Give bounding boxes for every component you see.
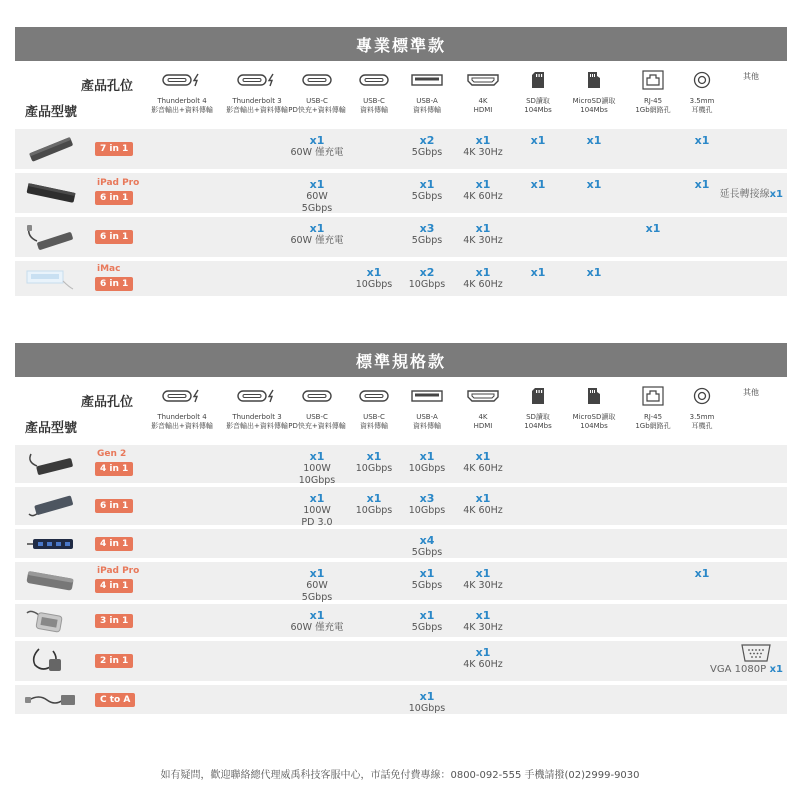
port-desc: 資料傳輸 [413, 422, 441, 430]
port-count: x4 [419, 534, 435, 547]
spec-cell-hdmi [438, 567, 528, 592]
spec-cell-hdmi [438, 450, 528, 475]
port-spec: 4K 60Hz [463, 191, 503, 202]
section-title: 標準規格款 [15, 343, 787, 377]
product-series: iMac [97, 264, 121, 274]
port-count: x1 [309, 178, 325, 191]
port-count: x1 [475, 222, 491, 235]
port-name: USB-C [363, 97, 385, 105]
port-spec: 5Gbps [411, 580, 443, 591]
port-count: x1 [309, 450, 325, 463]
product-image [23, 607, 79, 635]
spec-cell-rj45 [608, 222, 698, 235]
port-spec: 4K 60Hz [463, 463, 503, 474]
port-name: 3.5mm [689, 97, 715, 105]
product-series: iPad Pro [97, 178, 140, 188]
port-name: SD讀取 [526, 97, 550, 105]
port-name: 4K [478, 97, 488, 105]
product-tag: 4 in 1 [95, 579, 133, 593]
port-count: x1 [475, 646, 491, 659]
vga-port-icon [741, 644, 771, 666]
port-count: x1 [645, 222, 661, 235]
spec-cell-usbc_pd [272, 567, 362, 604]
standard-section [15, 343, 787, 714]
port-desc: 耳機孔 [691, 422, 713, 430]
port-count: x3 [419, 222, 435, 235]
port-spec: 100W [303, 505, 331, 516]
port-spec: 4K 30Hz [463, 580, 503, 591]
other-cell [720, 185, 783, 200]
product-row [15, 261, 787, 296]
port-spec: 4K 60Hz [463, 505, 503, 516]
product-tag: 6 in 1 [95, 191, 133, 205]
port-name: Thunderbolt 3 [232, 413, 282, 421]
port-name: RJ-45 [643, 413, 663, 421]
port-count: x1 [419, 450, 435, 463]
product-row [15, 685, 787, 714]
port-spec: 5Gbps [411, 147, 443, 158]
port-name: 4K [478, 413, 488, 421]
port-count: x1 [309, 567, 325, 580]
spec-cell-audio [657, 134, 747, 147]
port-count: x1 [309, 492, 325, 505]
port-column-audio [657, 69, 747, 115]
port-count: x1 [475, 567, 491, 580]
port-desc: PD快充+資料傳輸 [288, 106, 346, 114]
port-desc: 影音輸出+資料傳輸 [226, 106, 288, 114]
port-count: x1 [309, 609, 325, 622]
product-tag: 6 in 1 [95, 230, 133, 244]
product-tag: 2 in 1 [95, 654, 133, 668]
port-count: x1 [475, 609, 491, 622]
product-image [23, 492, 79, 520]
model-label: 產品型號 [25, 105, 78, 120]
port-spec: 60W 僅充電 [290, 622, 344, 633]
professional-section [15, 27, 787, 296]
port-desc: 104Mbs [524, 422, 552, 430]
port-count: x1 [419, 609, 435, 622]
port-name: SD讀取 [526, 413, 550, 421]
product-tag: 4 in 1 [95, 462, 133, 476]
product-row [15, 641, 787, 681]
port-count: x1 [475, 266, 491, 279]
port-count: x1 [586, 178, 602, 191]
product-row [15, 129, 787, 169]
port-count: x1 [530, 134, 546, 147]
port-spec: PD 3.0 [301, 517, 333, 528]
product-series: iPad Pro [97, 566, 140, 576]
port-desc: 資料傳輸 [413, 106, 441, 114]
port-name: USB-A [416, 97, 438, 105]
product-series: Gen 2 [97, 449, 127, 459]
port-name: Thunderbolt 4 [157, 413, 207, 421]
port-count: x1 [475, 450, 491, 463]
other-label: 其他 [743, 72, 759, 81]
product-tag: 6 in 1 [95, 277, 133, 291]
audio-jack-icon [657, 385, 747, 407]
port-count: x1 [766, 664, 783, 675]
product-image [23, 567, 79, 595]
port-spec: 60W [306, 191, 328, 202]
other-cell [710, 664, 783, 675]
port-spec: 4K 60Hz [463, 279, 503, 290]
port-spec: 100W [303, 463, 331, 474]
port-count: x2 [419, 134, 435, 147]
port-desc: 1Gb網路孔 [635, 422, 671, 430]
product-image [23, 647, 79, 675]
port-spec: 5Gbps [411, 191, 443, 202]
product-row [15, 445, 787, 486]
product-image [23, 686, 79, 714]
product-row [15, 604, 787, 637]
port-spec: 10Gbps [408, 463, 446, 474]
port-label: 產品孔位 [81, 395, 134, 410]
port-count: x2 [419, 266, 435, 279]
product-row [15, 529, 787, 558]
port-count: x1 [586, 134, 602, 147]
other-text: 延長轉接線 [719, 189, 770, 200]
port-spec: 5Gbps [411, 547, 443, 558]
port-name: USB-A [416, 413, 438, 421]
product-row [15, 217, 787, 257]
audio-jack-icon [657, 69, 747, 91]
port-spec: 60W 僅充電 [290, 235, 344, 246]
port-desc: PD快充+資料傳輸 [288, 422, 346, 430]
spec-cell-microsd [549, 134, 639, 147]
product-row [15, 562, 787, 603]
port-name: USB-C [306, 97, 328, 105]
spec-cell-hdmi [438, 222, 528, 247]
port-spec: 5Gbps [411, 622, 443, 633]
spec-cell-microsd [549, 266, 639, 279]
port-spec: 60W [306, 580, 328, 591]
port-name: MicroSD讀取 [572, 97, 616, 105]
port-spec: 5Gbps [411, 235, 443, 246]
spec-cell-hdmi [438, 646, 528, 671]
spec-cell-hdmi [438, 492, 528, 517]
port-name: 3.5mm [689, 413, 715, 421]
port-count: x1 [530, 178, 546, 191]
port-desc: 資料傳輸 [360, 422, 388, 430]
port-spec: 10Gbps [355, 279, 393, 290]
port-desc: 1Gb網路孔 [635, 106, 671, 114]
product-image [23, 265, 79, 293]
port-count: x1 [419, 567, 435, 580]
section-title: 專業標準款 [15, 27, 787, 61]
port-count: x1 [366, 492, 382, 505]
product-image [23, 135, 79, 163]
port-header [15, 377, 787, 441]
spec-cell-usba [382, 534, 472, 559]
port-count: x1 [419, 690, 435, 703]
port-count: x1 [366, 266, 382, 279]
port-spec: 10Gbps [355, 463, 393, 474]
product-tag: 3 in 1 [95, 614, 133, 628]
port-name: Thunderbolt 3 [232, 97, 282, 105]
port-desc: 影音輸出+資料傳輸 [226, 422, 288, 430]
port-spec: 4K 30Hz [463, 622, 503, 633]
port-count: x3 [419, 492, 435, 505]
product-tag: 7 in 1 [95, 142, 133, 156]
port-count: x1 [475, 178, 491, 191]
port-spec: 4K 30Hz [463, 235, 503, 246]
product-tag: 4 in 1 [95, 537, 133, 551]
port-count: x1 [309, 134, 325, 147]
port-spec: 10Gbps [408, 703, 446, 714]
port-name: Thunderbolt 4 [157, 97, 207, 105]
spec-cell-audio [657, 567, 747, 580]
spec-cell-usbc_pd [272, 609, 362, 634]
spec-cell-microsd [549, 178, 639, 191]
port-count: x1 [586, 266, 602, 279]
port-desc: 耳機孔 [691, 106, 713, 114]
product-tag: C to A [95, 693, 135, 707]
port-spec: 10Gbps [355, 505, 393, 516]
port-spec: 4K 60Hz [463, 659, 503, 670]
product-image [23, 179, 79, 207]
port-spec: 10Gbps [408, 505, 446, 516]
other-text: VGA 1080P [710, 664, 767, 675]
port-spec: 10Gbps [408, 279, 446, 290]
port-name: USB-C [363, 413, 385, 421]
spec-cell-usbc_pd [272, 134, 362, 159]
port-count: x1 [309, 222, 325, 235]
port-count: x1 [769, 189, 783, 200]
spec-cell-usbc_pd [272, 178, 362, 215]
port-count: x1 [530, 266, 546, 279]
port-name: RJ-45 [643, 97, 663, 105]
product-tag: 6 in 1 [95, 499, 133, 513]
port-count: x1 [475, 134, 491, 147]
port-desc: 資料傳輸 [360, 106, 388, 114]
product-image [23, 223, 79, 251]
footer-contact: 如有疑問，歡迎聯絡總代理威禹科技客服中心，市話免付費專線：0800-092-555 手機請撥(02)2999-9030 [160, 770, 640, 781]
port-desc: HDMI [473, 422, 493, 430]
port-count: x1 [694, 134, 710, 147]
other-label: 其他 [743, 388, 759, 397]
port-spec: 10Gbps [298, 475, 336, 486]
port-column-audio [657, 385, 747, 431]
port-spec: 5Gbps [301, 203, 333, 214]
port-count: x1 [694, 178, 710, 191]
port-desc: 104Mbs [580, 106, 608, 114]
port-desc: 104Mbs [524, 106, 552, 114]
port-count: x1 [366, 450, 382, 463]
spec-cell-usbc_pd [272, 222, 362, 247]
product-image [23, 450, 79, 478]
product-row [15, 173, 787, 213]
port-name: USB-C [306, 413, 328, 421]
port-spec: 60W 僅充電 [290, 147, 344, 158]
port-spec: 4K 30Hz [463, 147, 503, 158]
port-desc: 104Mbs [580, 422, 608, 430]
port-spec: 5Gbps [301, 592, 333, 603]
spec-cell-hdmi [438, 609, 528, 634]
model-label: 產品型號 [25, 421, 78, 436]
port-name: MicroSD讀取 [572, 413, 616, 421]
port-desc: 影音輸出+資料傳輸 [151, 106, 213, 114]
port-label: 產品孔位 [81, 79, 134, 94]
port-count: x1 [475, 492, 491, 505]
product-row [15, 487, 787, 528]
port-count: x1 [694, 567, 710, 580]
spec-cell-usba [382, 690, 472, 715]
port-desc: 影音輸出+資料傳輸 [151, 422, 213, 430]
port-header [15, 61, 787, 125]
product-image [23, 530, 79, 558]
port-desc: HDMI [473, 106, 493, 114]
port-count: x1 [419, 178, 435, 191]
